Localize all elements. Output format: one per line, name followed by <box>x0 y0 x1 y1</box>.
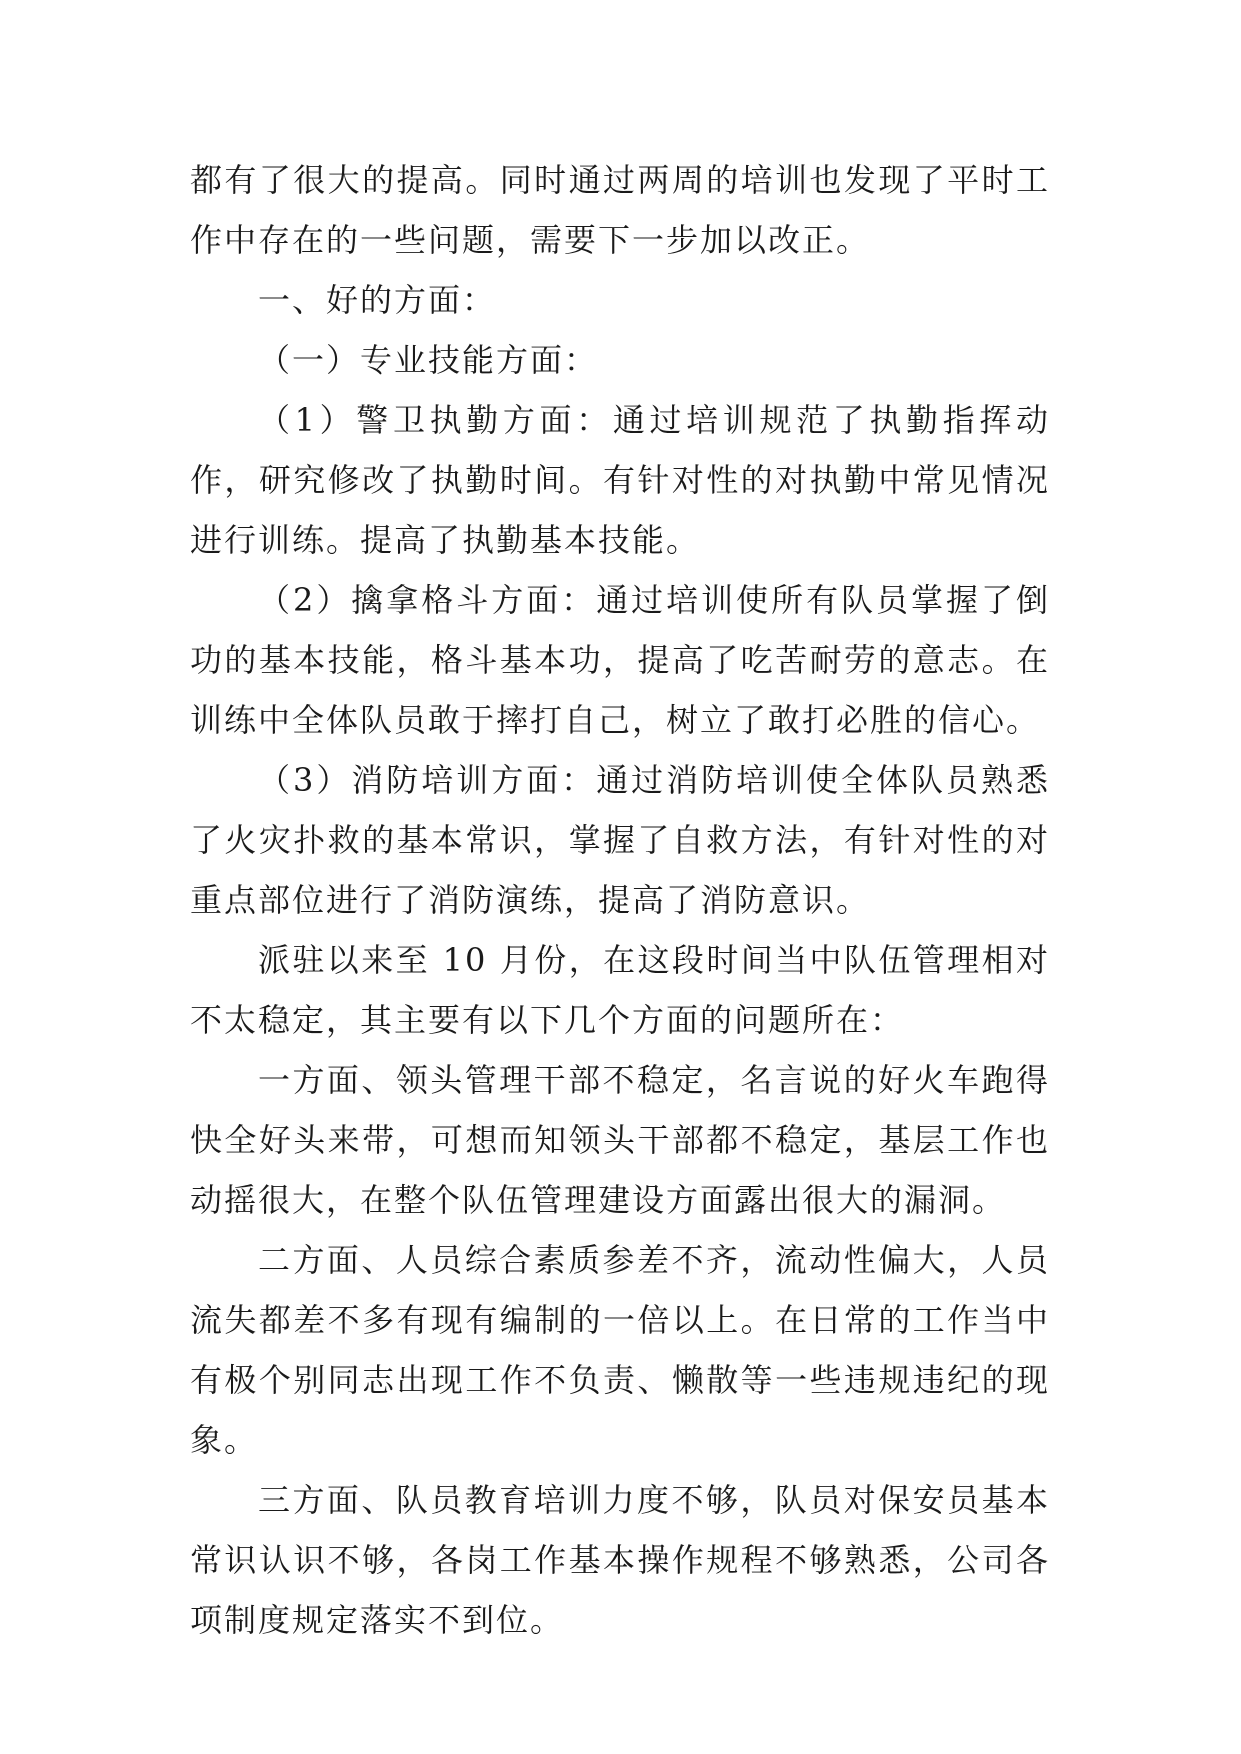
paragraph-issue-two: 二方面、人员综合素质参差不齐，流动性偏大，人员流失都差不多有现有编制的一倍以上。在日常的工作当中有极个别同志出现工作不负责、懒散等一些违规违纪的现象。 <box>190 1241 1050 1459</box>
paragraph-stationing-summary: 派驻以来至 10 月份，在这段时间当中队伍管理相对不太稳定，其主要有以下几个方面的问题所在： <box>190 941 1050 1039</box>
document-body <box>190 150 1050 1650</box>
paragraph-combat-training: （2）擒拿格斗方面：通过培训使所有队员掌握了倒功的基本技能，格斗基本功，提高了吃苦耐劳的意志。在训练中全体队员敢于摔打自己，树立了敢打必胜的信心。 <box>190 581 1050 739</box>
paragraph-issue-three: 三方面、队员教育培训力度不够，队员对保安员基本常识认识不够，各岗工作基本操作规程不够熟悉，公司各项制度规定落实不到位。 <box>190 1481 1050 1639</box>
paragraph-continuation: 都有了很大的提高。同时通过两周的培训也发现了平时工作中存在的一些问题，需要下一步加以改正。 <box>190 161 1050 259</box>
paragraph-guard-duty: （1）警卫执勤方面：通过培训规范了执勤指挥动作，研究修改了执勤时间。有针对性的对执勤中常见情况进行训练。提高了执勤基本技能。 <box>190 401 1050 559</box>
paragraph-fire-training: （3）消防培训方面：通过消防培训使全体队员熟悉了火灾扑救的基本常识，掌握了自救方法，有针对性的对重点部位进行了消防演练，提高了消防意识。 <box>190 761 1050 919</box>
paragraph-issue-one: 一方面、领头管理干部不稳定，名言说的好火车跑得快全好头来带，可想而知领头干部都不稳定，基层工作也动摇很大，在整个队伍管理建设方面露出很大的漏洞。 <box>190 1061 1050 1219</box>
section-heading-good-aspects: 一、好的方面： <box>258 281 497 319</box>
subsection-heading-professional-skills: （一）专业技能方面： <box>258 341 599 379</box>
